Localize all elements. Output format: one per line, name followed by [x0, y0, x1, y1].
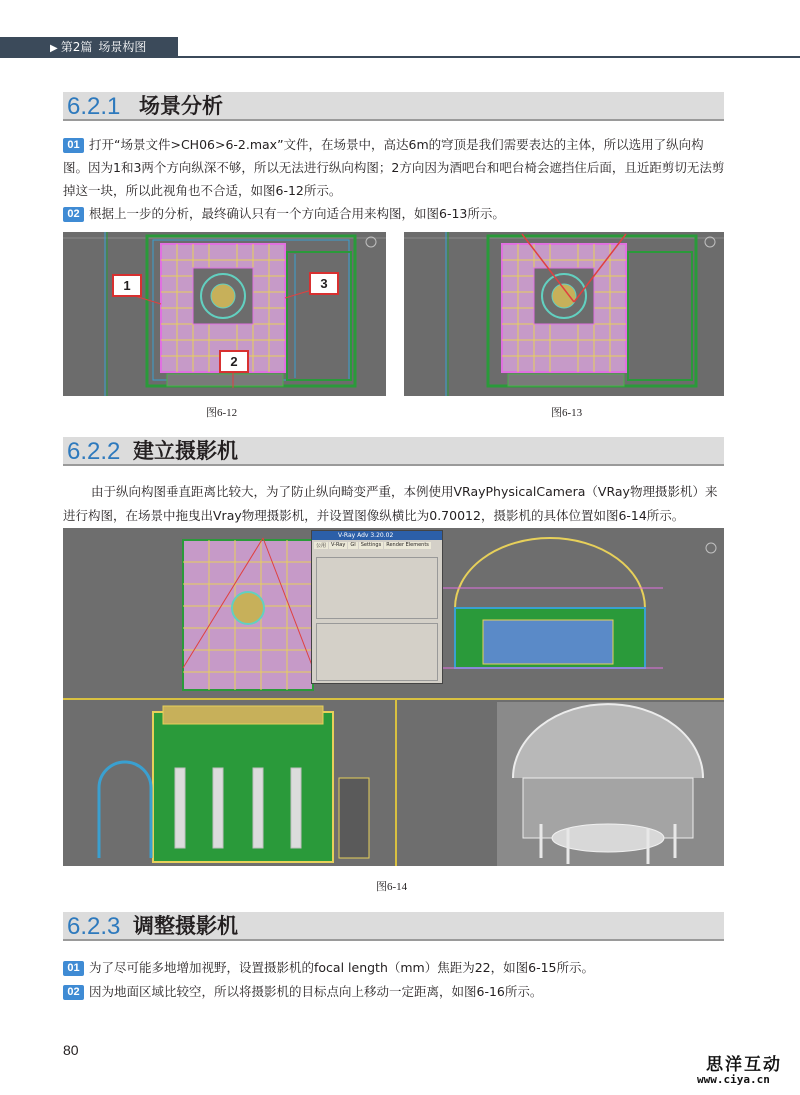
section-heading-6-2-3 [63, 912, 724, 941]
step-text: 打开“场景文件>CH06>6-2.max”文件，在场景中，高达6m的穹顶是我们需要表达的主体，所以选用了纵向构图。因为1和3两个方向纵深不够，所以无法进行纵向构图；2方向因为酒吧台和吧台椅会遮挡住后面，且近距剪切无法剪掉这一块，所以此视角也不合适，如图6-12所示。 [63, 137, 725, 198]
dialog-tab[interactable]: GI [350, 542, 356, 548]
step-text: 根据上一步的分析，最终确认只有一个方向适合用来构图，如图6-13所示。 [89, 206, 505, 221]
page-number: 80 [63, 1042, 79, 1058]
step-badge: 02 [63, 985, 84, 1000]
dialog-group [316, 623, 438, 681]
watermark-logo: 思洋互动 [706, 1055, 782, 1075]
chapter-label: 第2篇 [60, 40, 93, 54]
chapter-title: 场景构图 [98, 40, 147, 54]
step-01 [63, 956, 725, 979]
top-view-camera-image [404, 232, 724, 396]
figure-caption: 图6-12 [206, 407, 238, 419]
figure-6-12 [63, 232, 386, 396]
dialog-tab[interactable]: Settings [360, 542, 382, 548]
step-02 [63, 202, 725, 225]
section-heading-6-2-1 [63, 92, 724, 121]
section-title: 调整摄影机 [133, 914, 238, 938]
step-badge: 01 [63, 138, 84, 153]
section-number: 6.2.3 [67, 913, 121, 940]
watermark-url: www.ciya.cn [697, 1073, 770, 1086]
figure-6-14 [63, 528, 724, 866]
figure-caption: 图6-13 [551, 407, 583, 419]
step-badge: 01 [63, 961, 84, 976]
dialog-tab[interactable]: V-Ray [331, 542, 346, 548]
section-number: 6.2.2 [67, 438, 121, 465]
section-number: 6.2.1 [67, 93, 121, 120]
step-badge: 02 [63, 207, 84, 222]
dialog-tab[interactable]: 公用 [316, 543, 327, 549]
step-02 [63, 980, 725, 1003]
chapter-rule [0, 56, 800, 58]
figure-6-13 [404, 232, 724, 396]
dialog-tabs [312, 540, 442, 551]
dialog-group [316, 557, 438, 619]
dialog-tab[interactable]: Render Elements [386, 542, 429, 548]
render-setup-dialog [311, 530, 443, 684]
section-title: 建立摄影机 [133, 439, 238, 463]
body-paragraph: 由于纵向构图垂直距离比较大，为了防止纵向畸变严重，本例使用VRayPhysicalCamera（VRay物理摄影机）来进行构图，在场景中拖曳出Vray物理摄影机，并设置图像纵横比为0.70012，摄影机的具体位置如图6-14所示。 [63, 484, 718, 523]
play-triangle-icon: ▶ [50, 43, 58, 54]
figure-caption: 图6-14 [376, 881, 408, 893]
callout-3: 3 [309, 272, 339, 295]
step-text: 因为地面区域比较空，所以将摄影机的目标点向上移动一定距离，如图6-16所示。 [89, 984, 543, 999]
callout-1: 1 [112, 274, 142, 297]
section-title: 场景分析 [139, 94, 223, 118]
step-text: 为了尽可能多地增加视野，设置摄影机的focal length（mm）焦距为22，如图6-15所示。 [89, 960, 595, 975]
chapter-header [50, 38, 146, 56]
callout-2: 2 [219, 350, 249, 373]
section-heading-6-2-2 [63, 437, 724, 466]
step-01 [63, 133, 725, 202]
dialog-titlebar: V-Ray Adv 3.20.02 [312, 531, 442, 540]
